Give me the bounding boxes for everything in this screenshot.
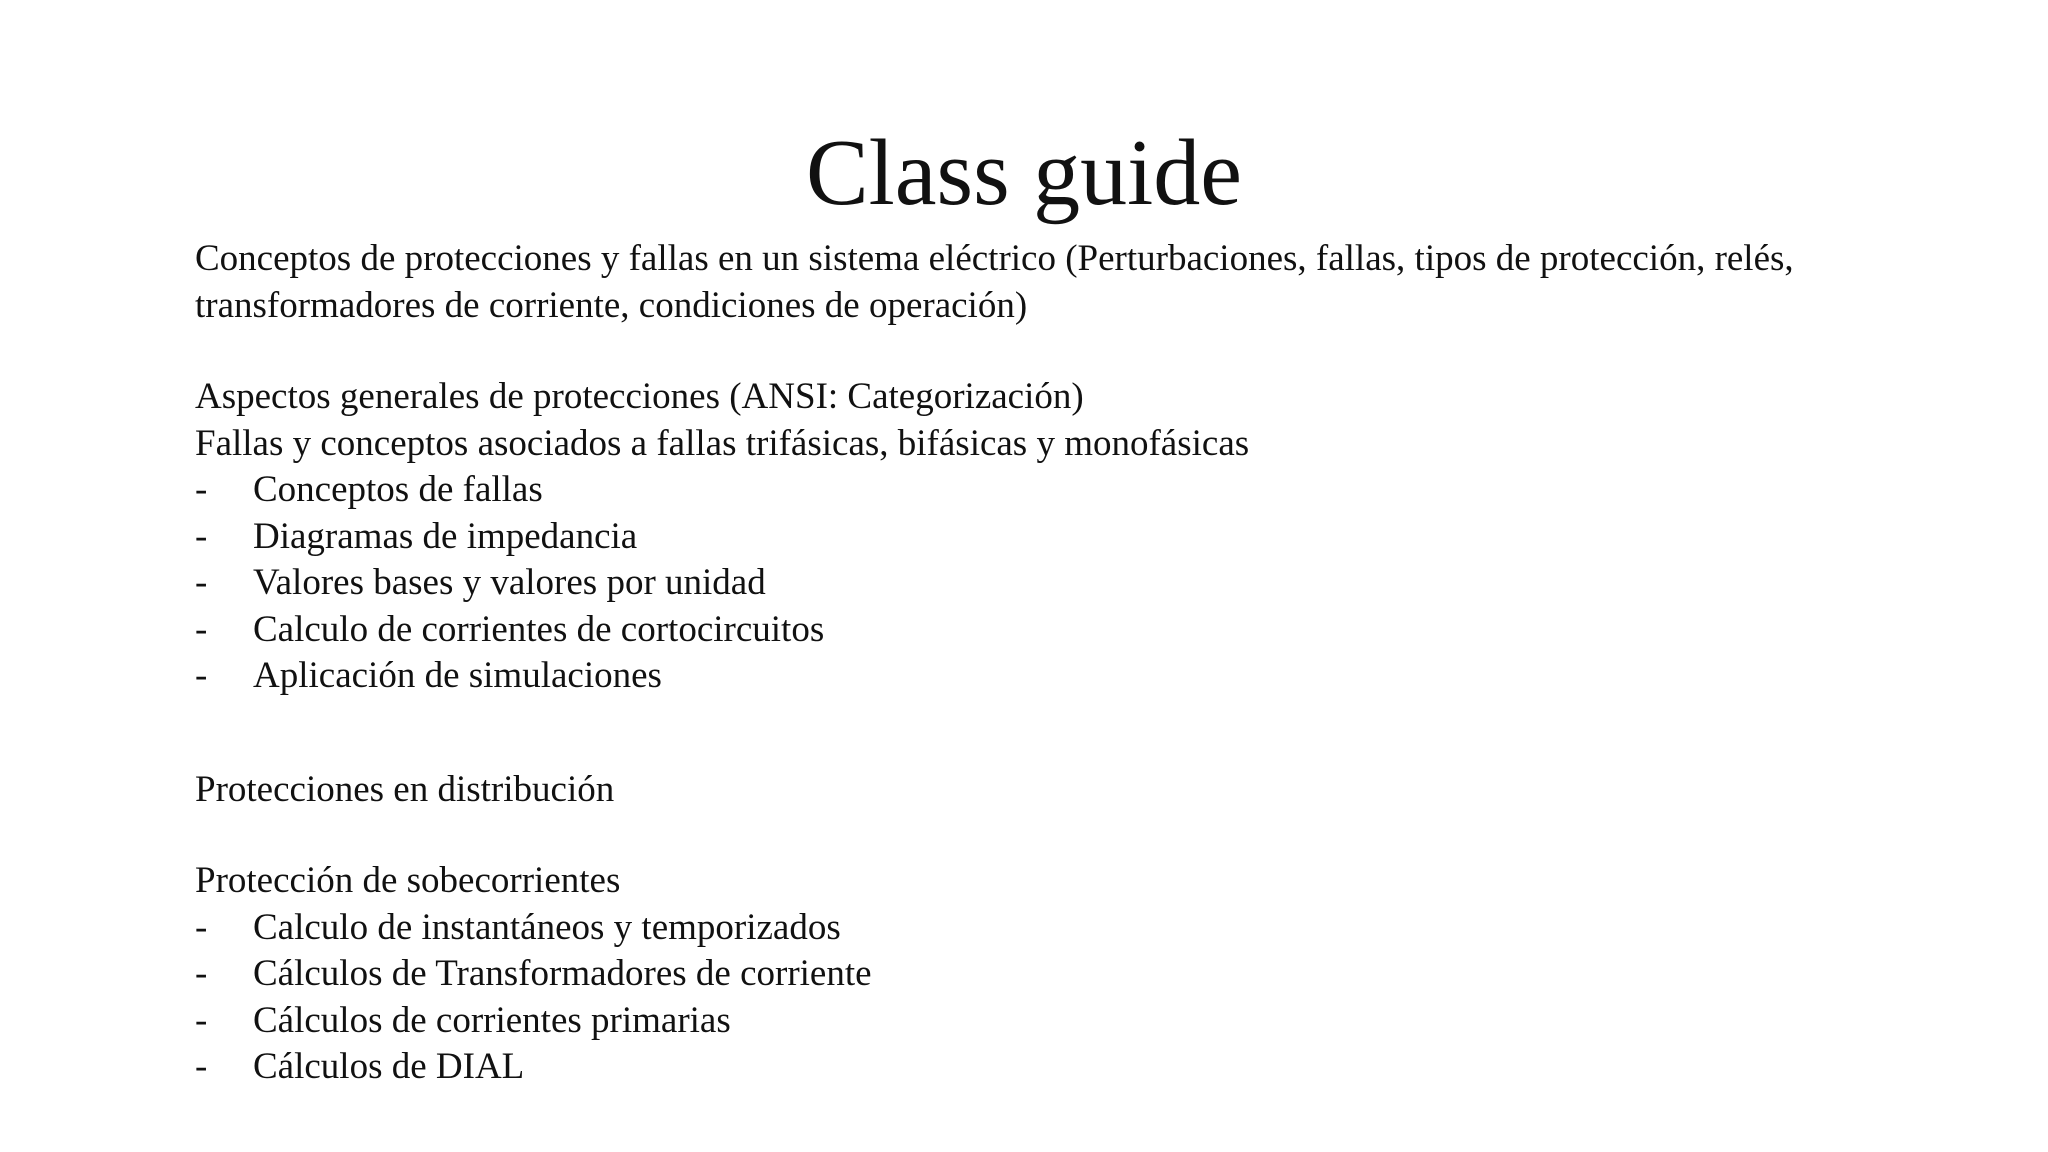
bullet-dash: - — [195, 515, 208, 557]
intro-paragraph: Conceptos de protecciones y fallas en un sistema eléctrico (Perturbaciones, fallas, tipos de protección, relés, transformadores de corriente, condiciones de operación) — [195, 238, 1794, 326]
section1-heading-fallas: Fallas y conceptos asociados a fallas trifásicas, bifásicas y monofásicas — [195, 422, 1250, 464]
list-item-text: Cálculos de corrientes primarias — [253, 999, 731, 1041]
list-item — [195, 560, 1915, 607]
list-item-text: Cálculos de DIAL — [253, 1046, 525, 1087]
list-item-text: Diagramas de impedancia — [253, 515, 638, 557]
bullet-dash: - — [195, 953, 208, 994]
bullet-dash: - — [195, 999, 208, 1041]
spacer — [195, 700, 1915, 767]
bullet-dash: - — [195, 1046, 208, 1087]
section3-heading: Protección de sobecorrientes — [195, 860, 621, 901]
bullet-dash: - — [195, 562, 208, 603]
list-item — [195, 951, 1915, 998]
section1-bullet-list — [195, 467, 1915, 700]
bullet-dash: - — [195, 608, 208, 650]
list-item — [195, 905, 1915, 952]
list-item — [195, 653, 1915, 700]
list-item — [195, 1044, 1915, 1091]
list-item-text: Calculo de corrientes de cortocircuitos — [253, 608, 825, 650]
bullet-dash: - — [195, 655, 208, 696]
spacer — [195, 329, 1915, 374]
list-item-text: Valores bases y valores por unidad — [253, 562, 766, 603]
list-item-text: Calculo de instantáneos y temporizados — [253, 906, 841, 948]
list-item — [195, 514, 1915, 561]
slide-body — [195, 236, 1915, 1091]
section2-heading: Protecciones en distribución — [195, 768, 615, 810]
bullet-dash: - — [195, 469, 208, 510]
list-item — [195, 467, 1915, 514]
section1-heading-ansi: Aspectos generales de protecciones (ANSI: Categorización) — [195, 376, 1084, 417]
slide-title: Class guide — [805, 121, 1243, 225]
spacer — [195, 813, 1915, 858]
list-item — [195, 607, 1915, 654]
list-item-text: Conceptos de fallas — [253, 469, 543, 510]
list-item-text: Cálculos de Transformadores de corriente — [253, 953, 872, 994]
list-item-text: Aplicación de simulaciones — [253, 655, 662, 696]
bullet-dash: - — [195, 906, 208, 948]
section3-bullet-list — [195, 905, 1915, 1091]
list-item — [195, 998, 1915, 1045]
